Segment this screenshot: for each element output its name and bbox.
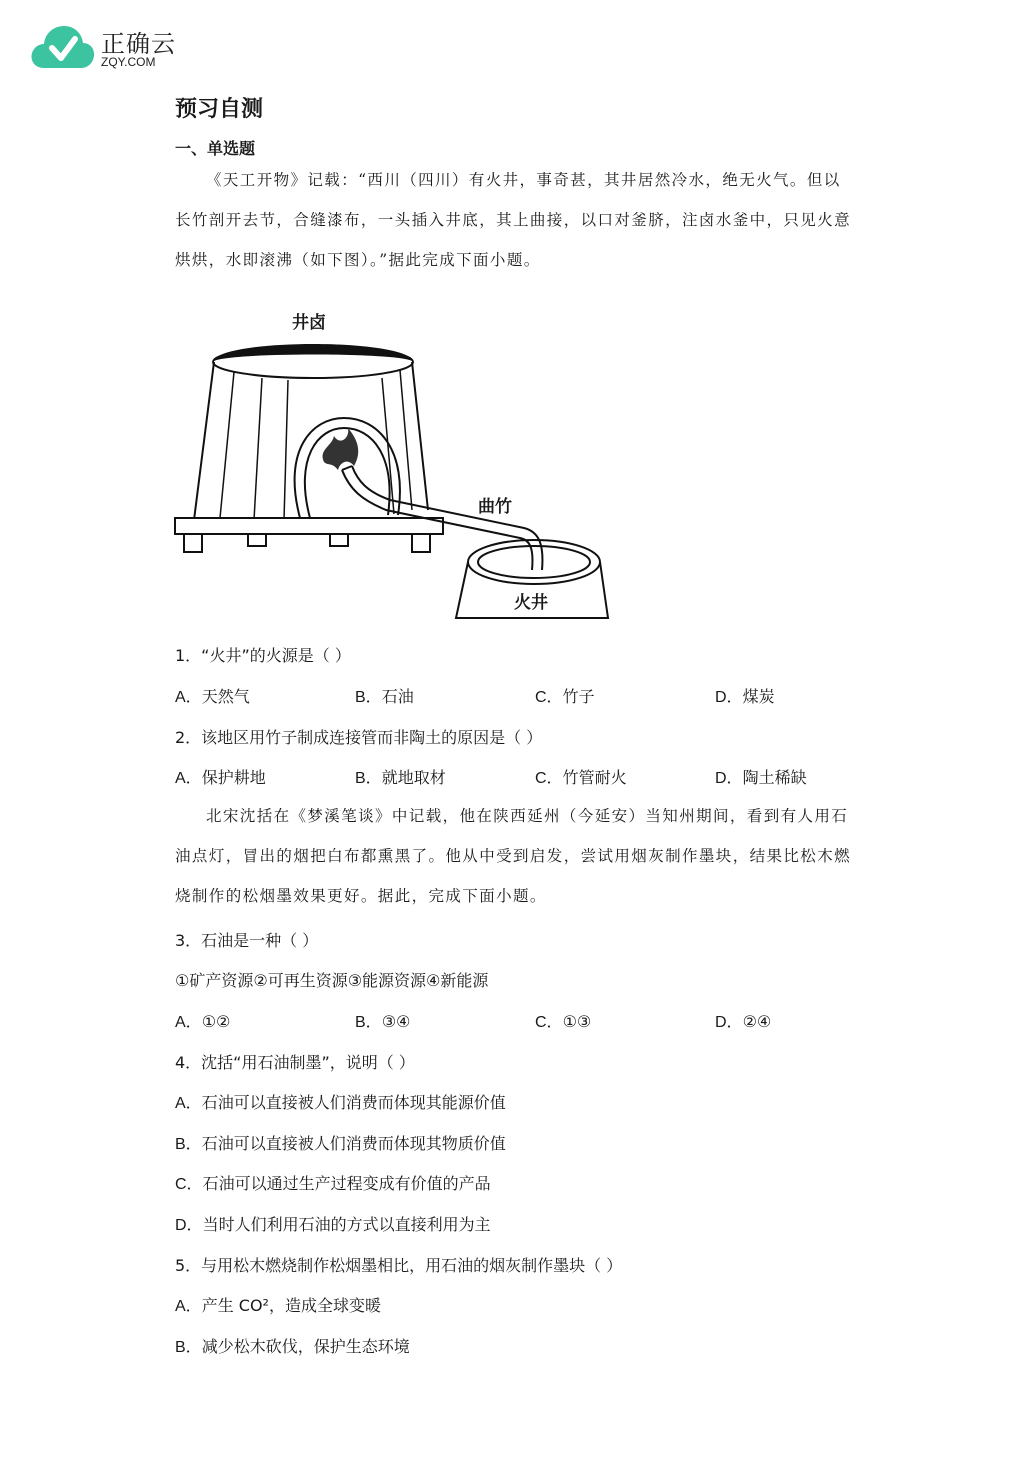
question-2-option-a[interactable]: A．保护耕地 — [175, 768, 266, 787]
question-1-option-d[interactable]: D．煤炭 — [715, 687, 775, 706]
question-3-stem: 3．石油是一种（ ） — [175, 931, 319, 950]
fire-well-diagram — [172, 300, 617, 625]
question-3-option-d[interactable]: D．②④ — [715, 1012, 772, 1031]
question-3-option-b[interactable]: B．③④ — [355, 1012, 411, 1031]
question-1-stem: 1．“火井”的火源是（ ） — [175, 646, 351, 665]
question-4-option-a[interactable]: A．石油可以直接被人们消费而体现其能源价值 — [175, 1093, 506, 1112]
page-title: 预习自测 — [175, 97, 264, 122]
label-fire-well: 火井 — [514, 593, 548, 613]
question-5-option-b[interactable]: B．减少松木砍伐，保护生态环境 — [175, 1337, 410, 1356]
brand-logo — [30, 22, 190, 74]
question-2-option-c[interactable]: C．竹管耐火 — [535, 768, 627, 787]
question-1-option-a[interactable]: A．天然气 — [175, 687, 250, 706]
question-4-option-b[interactable]: B．石油可以直接被人们消费而体现其物质价值 — [175, 1134, 506, 1153]
question-2-option-d[interactable]: D．陶土稀缺 — [715, 768, 807, 787]
question-5-stem: 5．与用松木燃烧制作松烟墨相比，用石油的烟灰制作墨块（ ） — [175, 1256, 623, 1275]
question-5-option-a[interactable]: A．产生 CO²，造成全球变暖 — [175, 1296, 381, 1315]
question-2-option-b[interactable]: B．就地取材 — [355, 768, 446, 787]
question-4-option-d[interactable]: D．当时人们利用石油的方式以直接利用为主 — [175, 1215, 491, 1234]
question-2-stem: 2．该地区用竹子制成连接管而非陶土的原因是（ ） — [175, 728, 543, 747]
logo-name: 正确云 — [101, 30, 176, 58]
passage-2: 北宋沈括在《梦溪笔谈》中记载，他在陕西延州（今延安）当知州期间，看到有人用石油点灯，冒出的烟把白布都熏黑了。他从中受到启发，尝试用烟灰制作墨块，结果比松木燃烧制作的松烟墨效果更好。据此，完成下面小题。 — [175, 807, 852, 905]
section-heading: 一、单选题 — [175, 139, 256, 158]
label-well-brine: 井卤 — [292, 313, 326, 333]
cloud-check-icon — [30, 22, 96, 72]
question-4-option-c[interactable]: C．石油可以通过生产过程变成有价值的产品 — [175, 1174, 491, 1193]
question-4-stem: 4．沈括“用石油制墨”，说明（ ） — [175, 1053, 415, 1072]
label-bent-bamboo: 曲竹 — [478, 497, 512, 517]
question-1-option-b[interactable]: B．石油 — [355, 687, 414, 706]
passage-1: 《天工开物》记载：“西川（四川）有火井，事奇甚，其井居然冷水，绝无火气。但以长竹剖开去节，合缝漆布，一头插入井底，其上曲接，以口对釜脐，注卤水釜中，只见火意烘烘，水即滚沸（如下图）。”据此完成下面小题。 — [175, 171, 852, 269]
question-3-items: ①矿产资源②可再生资源③能源资源④新能源 — [175, 971, 489, 990]
question-3-option-a[interactable]: A．①② — [175, 1012, 231, 1031]
question-3-option-c[interactable]: C．①③ — [535, 1012, 592, 1031]
logo-domain: ZQY.COM — [101, 55, 156, 69]
question-1-option-c[interactable]: C．竹子 — [535, 687, 595, 706]
fire-well-illustration — [172, 300, 617, 625]
